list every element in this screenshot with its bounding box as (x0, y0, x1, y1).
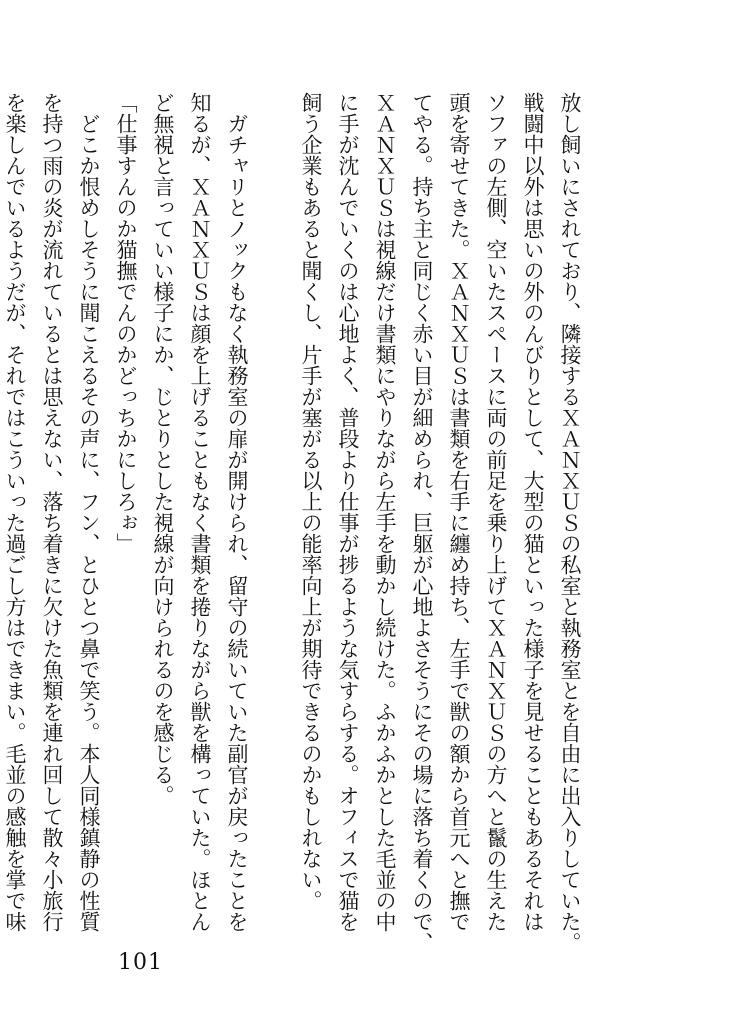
text-line: 知るが、ＸＡＮＸＵＳは顔を上げることもなく書類を捲りながら獣を構っていた。ほとん (188, 92, 212, 932)
text-line: どこか恨めしそうに聞こえるその声に、フン、とひとつ鼻で笑う。本人同様鎮静の性質 (77, 92, 101, 932)
text-line: を楽しんでいるようだが、それではこういった過ごし方はできまい。毛並の感触を掌で味 (3, 92, 27, 932)
text-line: ＸＡＮＸＵＳは視線だけ書類にやりながら左手を動かし続けた。ふかふかとした毛並の中 (373, 92, 397, 932)
text-line: ガチャリとノックもなく執務室の扉が開けられ、留守の続いていた副官が戻ったことを (225, 92, 249, 932)
text-line: ど無視と言っていい様子にか、じとりとした視線が向けられるのを感じる。 (151, 92, 175, 806)
text-line: 放し飼いにされており、隣接するＸＡＮＸＵＳの私室と執務室とを自由に出入りしていた。 (558, 92, 582, 953)
text-line: ソファの左側、空いたスペースに両の前足を乗り上げてＸＡＮＸＵＳの方へと鬣の生えた (484, 92, 508, 932)
page-number: 101 (118, 950, 163, 975)
dialogue-line: 「仕事すんのか猫撫でんのかどっちかにしろぉ」 (114, 92, 138, 554)
text-line: 飼う企業もあると聞くし、片手が塞がる以上の能率向上が期待できるのかもしれない。 (299, 92, 323, 911)
text-line: に手が沈んでいくのは心地よく、普段より仕事が捗るような気すらする。オフィスで猫を (336, 92, 360, 932)
text-line: 頭を寄せてきた。ＸＡＮＸＵＳは書類を右手に纏め持ち、左手で獣の額から首元へと撫で (447, 92, 471, 932)
body-text (0, 92, 588, 953)
text-line: を持つ雨の炎が流れているとは思えない、落ち着きに欠けた魚類を連れ回して散々小旅行 (40, 92, 64, 932)
text-line: 戦闘中以外は思いの外のんびりとして、大型の猫といった様子を見せることもあるそれは (521, 92, 545, 932)
paragraph-break (255, 92, 292, 922)
text-line: てやる。持ち主と同じく赤い目が細められ、巨躯が心地よさそうにその場に落ち着くので、 (410, 92, 434, 953)
